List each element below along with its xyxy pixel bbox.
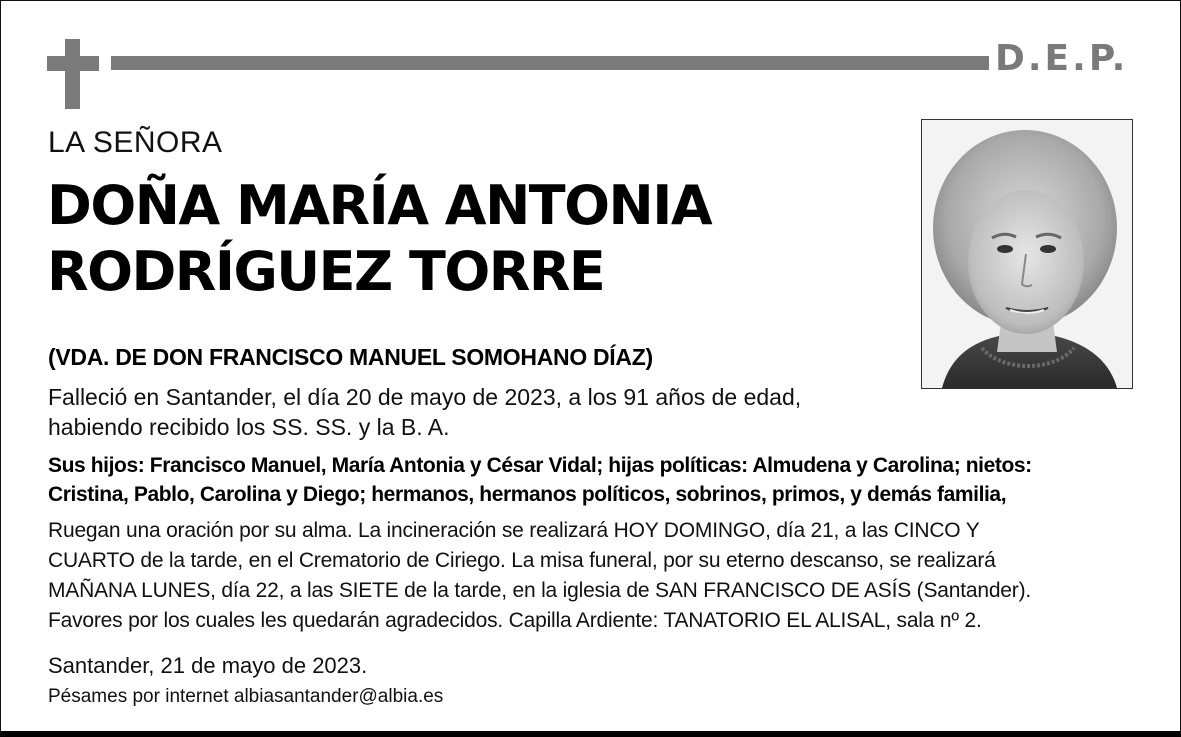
portrait-photo	[921, 119, 1133, 389]
deceased-name-line-2: RODRÍGUEZ TORRE	[47, 240, 605, 303]
passing-details	[48, 382, 908, 442]
service-details	[48, 516, 1158, 636]
place-date: Santander, 21 de mayo de 2023.	[48, 653, 368, 678]
header-rule	[111, 56, 989, 70]
passing-line-2: habiendo recibido los SS. SS. y la B. A.	[48, 414, 450, 440]
family-line-1: Sus hijos: Francisco Manuel, María Antonia y César Vidal; hijas políticas: Almudena y Carolina; nietos:	[48, 454, 1032, 477]
dep-label: D.E.P.	[995, 38, 1129, 79]
service-line-4: Favores por los cuales les quedarán agradecidos. Capilla Ardiente: TANATORIO EL ALISAL, sala nº 2.	[48, 609, 982, 632]
cross-vertical-bar	[65, 39, 80, 109]
condolences-email: Pésames por internet albiasantander@albia.es	[48, 686, 444, 707]
portrait-illustration	[922, 120, 1132, 388]
widow-of-line: (VDA. DE DON FRANCISCO MANUEL SOMOHANO DÍAZ)	[48, 344, 653, 370]
family-line-2: Cristina, Pablo, Carolina y Diego; hermanos, hermanos políticos, sobrinos, primos, y demás familia,	[48, 483, 1007, 506]
cross-horizontal-bar	[47, 56, 99, 71]
family-members	[48, 451, 1148, 509]
passing-line-1: Falleció en Santander, el día 20 de mayo de 2023, a los 91 años de edad,	[48, 384, 802, 410]
cross-icon	[47, 39, 99, 109]
service-line-1: Ruegan una oración por su alma. La incineración se realizará HOY DOMINGO, día 21, a las CINCO Y	[48, 519, 980, 542]
deceased-name	[47, 173, 907, 305]
service-line-3: MAÑANA LUNES, día 22, a las SIETE de la tarde, en la iglesia de SAN FRANCISCO DE ASÍS (Santander).	[48, 579, 1032, 602]
deceased-name-line-1: DOÑA MARÍA ANTONIA	[47, 174, 712, 237]
service-line-2: CUARTO de la tarde, en el Crematorio de Ciriego. La misa funeral, por su eterno descanso, se realizará	[48, 549, 996, 572]
honorific: LA SEÑORA	[48, 126, 223, 159]
